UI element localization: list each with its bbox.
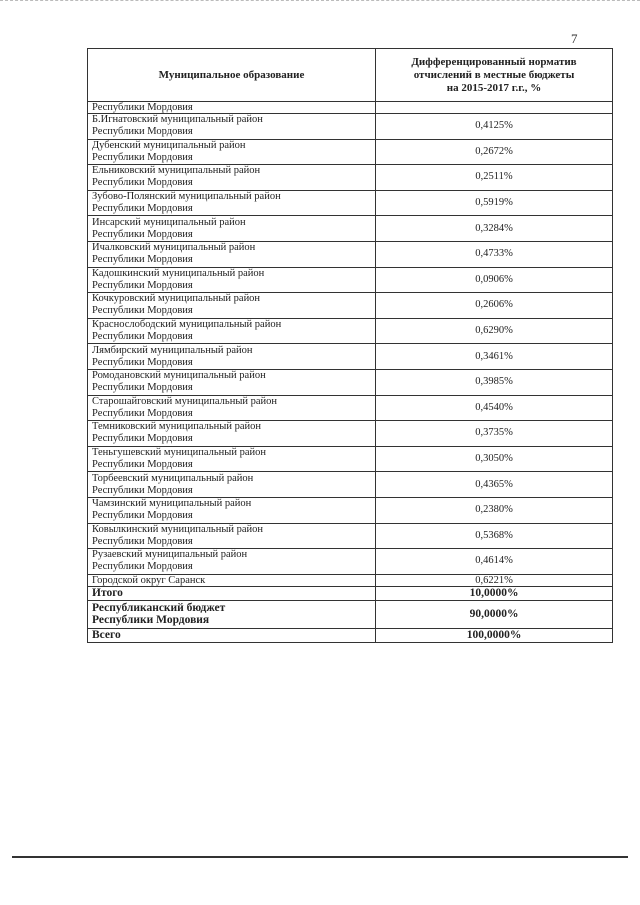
header-municipality: Муниципальное образование [88,49,376,102]
row-name-line2: Республики Мордовия [92,407,193,419]
table-row [88,114,613,140]
row-name [88,241,376,267]
row-value: 0,2672% [376,139,613,165]
table-row [88,472,613,498]
table-row [88,293,613,319]
row-name-line2: Республики Мордовия [92,382,193,394]
row-name-line1: Дубенский муниципальный район [92,139,246,151]
table-row-vsego [88,628,613,642]
table-row-saransk [88,574,613,586]
republic-budget-line1: Республиканский бюджет [92,602,226,615]
table-row [88,318,613,344]
row-name-line2: Республики Мордовия [92,305,193,317]
table-row-first [88,102,613,114]
row-value: 0,2606% [376,293,613,319]
table-row [88,497,613,523]
itogo-label: Итого [88,586,376,600]
row-name [88,395,376,421]
table-row [88,395,613,421]
row-name-line1: Темниковский муниципальный район [92,421,261,433]
row-name [88,139,376,165]
row-name-line2: Республики Мордовия [92,356,193,368]
row-name-line1: Старошайговский муниципальный район [92,395,278,407]
header-standard [376,49,613,102]
table-row [88,369,613,395]
row-name-line1: Теньгушевский муниципальный район [92,447,266,459]
row-value: 0,4540% [376,395,613,421]
row-name [88,165,376,191]
row-value: 0,0906% [376,267,613,293]
row-name-line2: Республики Мордовия [92,561,193,573]
header-standard-line1: Дифференцированный норматив [411,55,577,68]
row-name-line2: Республики Мордовия [92,535,193,547]
row-value: 0,3050% [376,446,613,472]
row-name [88,472,376,498]
row-value: 0,4365% [376,472,613,498]
row-value: 0,4125% [376,114,613,140]
vsego-label: Всего [88,628,376,642]
row-name-line2: Республики Мордовия [92,331,193,343]
table-row [88,190,613,216]
row-name-line2: Республики Мордовия [92,177,193,189]
row-name-line2: Республики Мордовия [92,433,193,445]
row-name: Городской округ Саранск [88,574,376,586]
row-name-line1: Ромодановский муниципальный район [92,370,266,382]
table-row-republic-budget [88,600,613,628]
row-value: 0,3461% [376,344,613,370]
row-name-line1: Ельниковский муниципальный район [92,165,261,177]
row-name-line1: Краснослободский муниципальный район [92,319,282,331]
row-name-line2: Республики Мордовия [92,228,193,240]
row-value: 0,6290% [376,318,613,344]
table-row [88,549,613,575]
row-value: 0,4614% [376,549,613,575]
vsego-value: 100,0000% [376,628,613,642]
row-name: Республики Мордовия [88,102,376,114]
header-standard-line3: на 2015-2017 г.г., % [446,81,542,94]
row-name-line2: Республики Мордовия [92,126,193,138]
table-row [88,241,613,267]
row-name-line2: Республики Мордовия [92,510,193,522]
row-value: 0,3735% [376,421,613,447]
table-row [88,216,613,242]
row-name [88,216,376,242]
row-name [88,497,376,523]
row-value: 0,5919% [376,190,613,216]
page-number: 7 [571,31,578,46]
table-row [88,267,613,293]
row-name-line1: Рузаевский муниципальный район [92,549,248,561]
row-value: 0,2511% [376,165,613,191]
row-name [88,190,376,216]
row-value: 0,4733% [376,241,613,267]
row-name-line2: Республики Мордовия [92,203,193,215]
table-header-row [88,49,613,102]
scan-edge-line [0,0,640,4]
republic-budget-line2: Республики Мордовия [92,614,210,627]
table-row-itogo [88,586,613,600]
row-name-line1: Б.Игнатовский муниципальный район [92,114,263,126]
row-name [88,421,376,447]
row-name-line2: Республики Мордовия [92,151,193,163]
row-name-line1: Чамзинский муниципальный район [92,498,252,510]
row-name-line1: Инсарский муниципальный район [92,216,246,228]
row-name-line2: Республики Мордовия [92,459,193,471]
row-name-line1: Кадошкинский муниципальный район [92,267,265,279]
row-name-line1: Ковылкинский муниципальный район [92,523,264,535]
row-name-line1: Кочкуровский муниципальный район [92,293,261,305]
row-name-line1: Зубово-Полянский муниципальный район [92,191,281,203]
row-value: 0,3284% [376,216,613,242]
row-name [88,293,376,319]
row-value [376,102,613,114]
row-name [88,267,376,293]
row-name [88,523,376,549]
row-name-line1: Ичалковский муниципальный район [92,242,256,254]
row-value: 0,2380% [376,497,613,523]
republic-budget-value: 90,0000% [376,600,613,628]
row-name [88,549,376,575]
table-row [88,523,613,549]
row-name-line1: Лямбирский муниципальный район [92,344,253,356]
row-value: 0,3985% [376,369,613,395]
table-row [88,139,613,165]
row-name-line2: Республики Мордовия [92,279,193,291]
page-bottom-rule [12,856,628,858]
table-row [88,421,613,447]
row-name [88,114,376,140]
row-value: 0,5368% [376,523,613,549]
row-name-line1: Торбеевский муниципальный район [92,472,254,484]
republic-budget-label [88,600,376,628]
allocation-table [87,48,613,643]
row-name [88,344,376,370]
row-name [88,318,376,344]
table-row [88,344,613,370]
itogo-value: 10,0000% [376,586,613,600]
row-value: 0,6221% [376,574,613,586]
header-standard-line2: отчислений в местные бюджеты [413,68,575,81]
row-name [88,446,376,472]
row-name [88,369,376,395]
table-row [88,165,613,191]
row-name-line2: Республики Мордовия [92,254,193,266]
table-row [88,446,613,472]
row-name-line2: Республики Мордовия [92,484,193,496]
